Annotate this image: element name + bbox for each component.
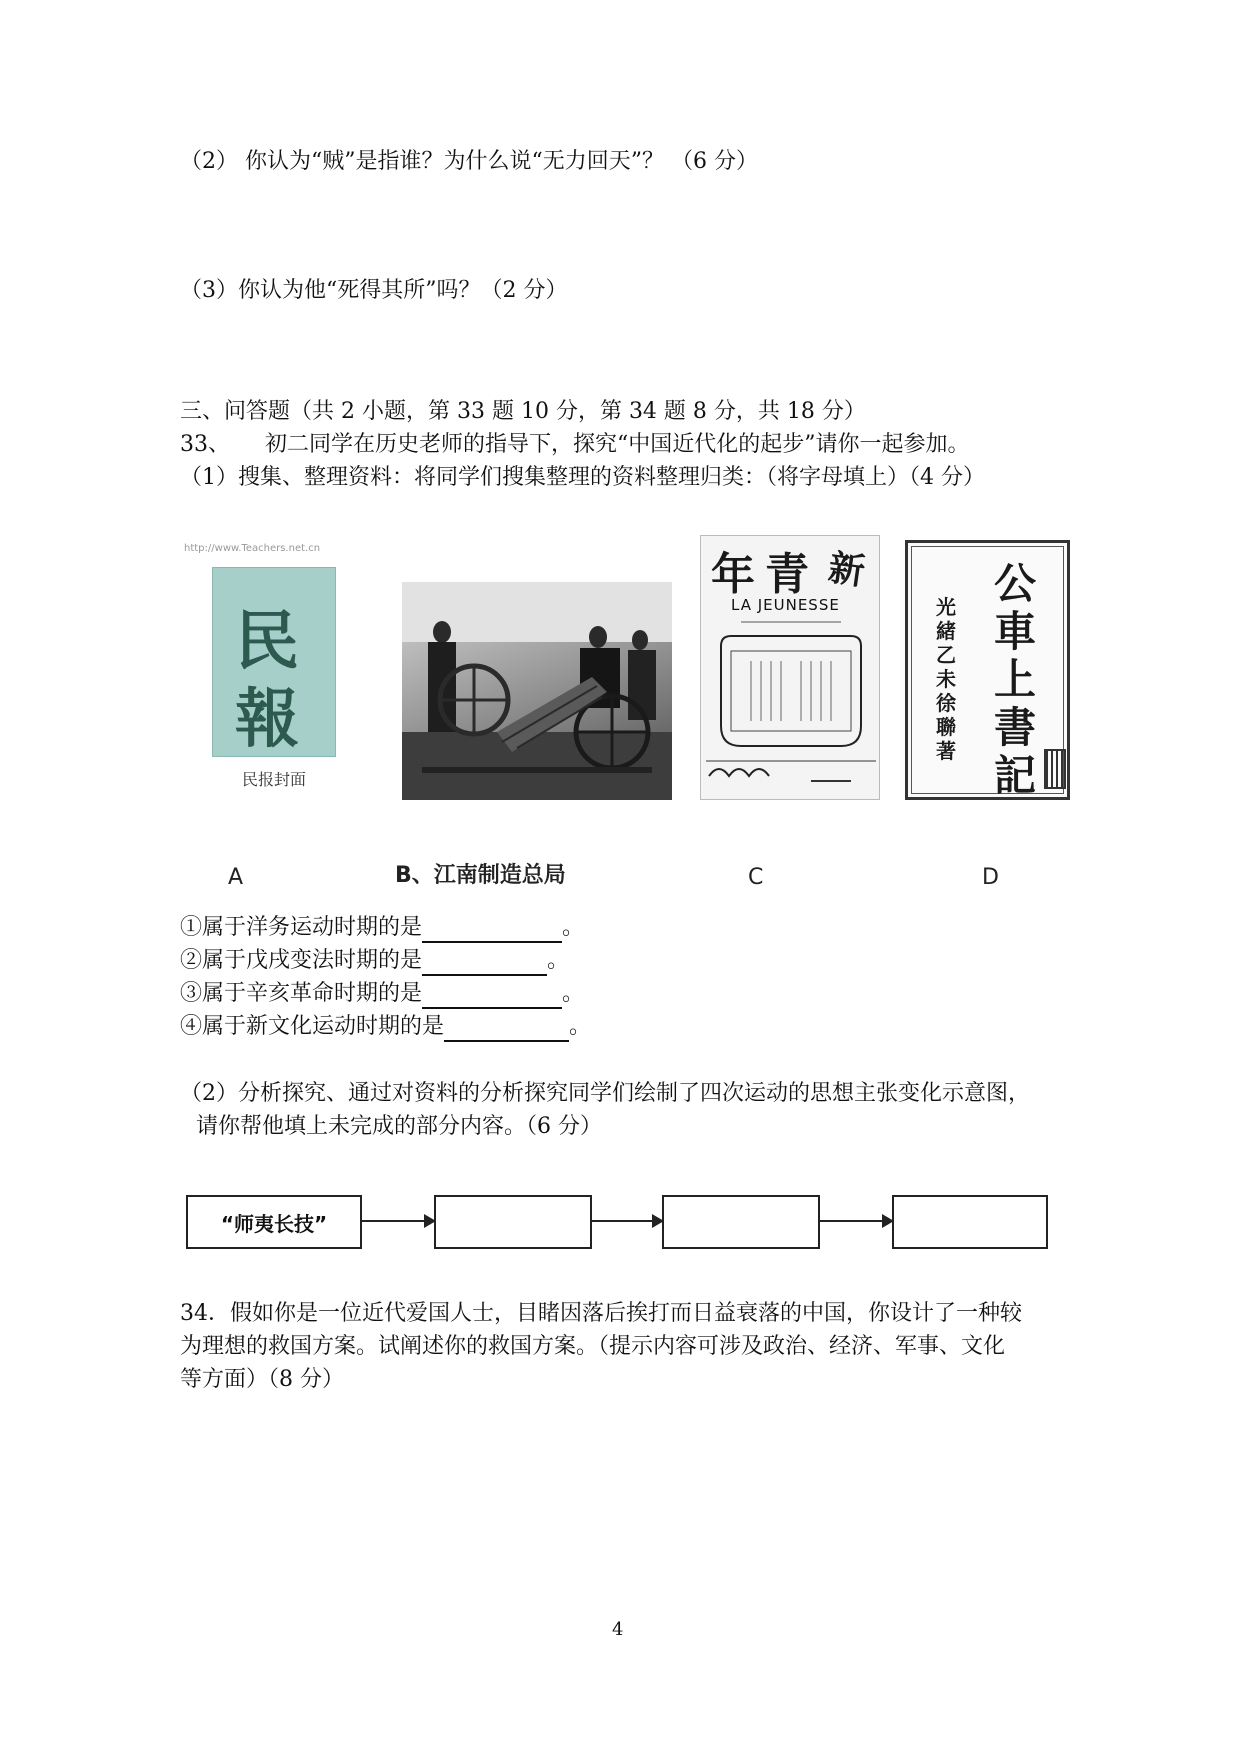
question-33-part-2-line-2: 请你帮他填上未完成的部分内容。（6 分）: [196, 1114, 602, 1139]
cover-frame-art: [701, 536, 880, 800]
flow-box-3-answer[interactable]: [662, 1195, 820, 1249]
fill-item-3: [180, 979, 584, 1009]
fill-item-4: [180, 1012, 591, 1042]
fill-item-2: [180, 946, 569, 976]
flow-arrow-3: [820, 1220, 892, 1222]
cover-title-char-1: 年: [711, 549, 755, 600]
fill-blank-4[interactable]: [444, 1016, 569, 1042]
title-char-2: 車: [994, 607, 1037, 656]
flow-arrow-1: [362, 1220, 434, 1222]
side-char-4: 未: [936, 667, 956, 691]
seal-stamp: [1044, 749, 1066, 789]
fill-item-3-suffix: 。: [562, 981, 585, 1006]
cover-char-2: 報: [235, 682, 299, 757]
image-c-new-youth-cover: [700, 535, 880, 800]
minbao-cover-panel: [212, 567, 336, 757]
cover-subtitle: LA JEUNESSE: [731, 596, 840, 614]
image-c-label: C: [748, 865, 764, 890]
image-b-label: B、江南制造总局: [395, 863, 566, 888]
fill-item-2-text: ②属于戊戌变法时期的是: [180, 948, 423, 973]
page-number: 4: [612, 1619, 624, 1640]
question-34-line-1: 34．假如你是一位近代爱国人士，目睹因落后挨打而日益衰落的中国，你设计了一种较: [180, 1301, 1022, 1326]
side-char-5: 徐: [936, 691, 956, 715]
fill-blank-3[interactable]: [422, 983, 562, 1009]
fill-blank-1[interactable]: [422, 917, 562, 943]
question-33: 33、 初二同学在历史老师的指导下，探究“中国近代化的起步”请你一起参加。: [180, 432, 970, 457]
fill-item-1: [180, 913, 584, 943]
side-char-6: 聯: [936, 715, 956, 739]
question-3: （3）你认为他“死得其所”吗？（2 分）: [180, 278, 568, 303]
flow-arrow-2: [592, 1220, 662, 1222]
question-34-line-3: 等方面）（8 分）: [180, 1367, 344, 1392]
image-b-jiangnan-arsenal-photo: [402, 582, 672, 800]
title-char-3: 上: [994, 655, 1037, 704]
side-char-1: 光: [936, 595, 956, 619]
side-char-7: 著: [936, 739, 956, 763]
image-a-watermark: http://www.Teachers.net.cn: [184, 543, 321, 554]
fill-item-3-text: ③属于辛亥革命时期的是: [180, 981, 423, 1006]
image-a-minbao-cover: [180, 535, 355, 797]
title-char-1: 公: [994, 559, 1037, 608]
image-d-label: D: [982, 865, 999, 890]
question-2: （2） 你认为“贼”是指谁？为什么说“无力回天”？ （6 分）: [180, 149, 758, 174]
title-char-4: 書: [994, 703, 1037, 752]
image-a-label: A: [228, 865, 244, 890]
cover-char-1: 民: [235, 604, 299, 679]
fill-item-1-text: ①属于洋务运动时期的是: [180, 915, 423, 940]
side-char-3: 乙: [936, 643, 956, 667]
fill-item-4-suffix: 。: [569, 1014, 592, 1039]
fill-item-1-suffix: 。: [562, 915, 585, 940]
title-char-5: 記: [994, 751, 1037, 800]
section-3-heading: 三、问答题（共 2 小题，第 33 题 10 分，第 34 题 8 分，共 18 分）: [180, 399, 866, 424]
fill-item-2-suffix: 。: [547, 948, 570, 973]
question-34-line-2: 为理想的救国方案。试阐述你的救国方案。（提示内容可涉及政治、经济、军事、文化: [180, 1334, 1006, 1359]
flow-box-4-answer[interactable]: [892, 1195, 1048, 1249]
cover-title-char-3: 新: [825, 546, 868, 594]
fill-blank-2[interactable]: [422, 950, 547, 976]
fill-item-4-text: ④属于新文化运动时期的是: [180, 1014, 445, 1039]
photo-illustration: [402, 582, 672, 800]
question-33-part-1: （1）搜集、整理资料：将同学们搜集整理的资料整理归类：（将字母填上）（4 分）: [180, 465, 985, 490]
cover-title-char-2: 青: [765, 549, 809, 600]
flow-box-1: “师夷长技”: [186, 1195, 362, 1249]
image-d-gongche-shangshu-cover: [905, 540, 1070, 800]
question-33-part-2-line-1: （2）分析探究、通过对资料的分析探究同学们绘制了四次运动的思想主张变化示意图，: [180, 1081, 1030, 1106]
side-char-2: 緒: [936, 619, 956, 643]
flow-box-2-answer[interactable]: [434, 1195, 592, 1249]
image-a-caption: 民报封面: [242, 770, 307, 789]
